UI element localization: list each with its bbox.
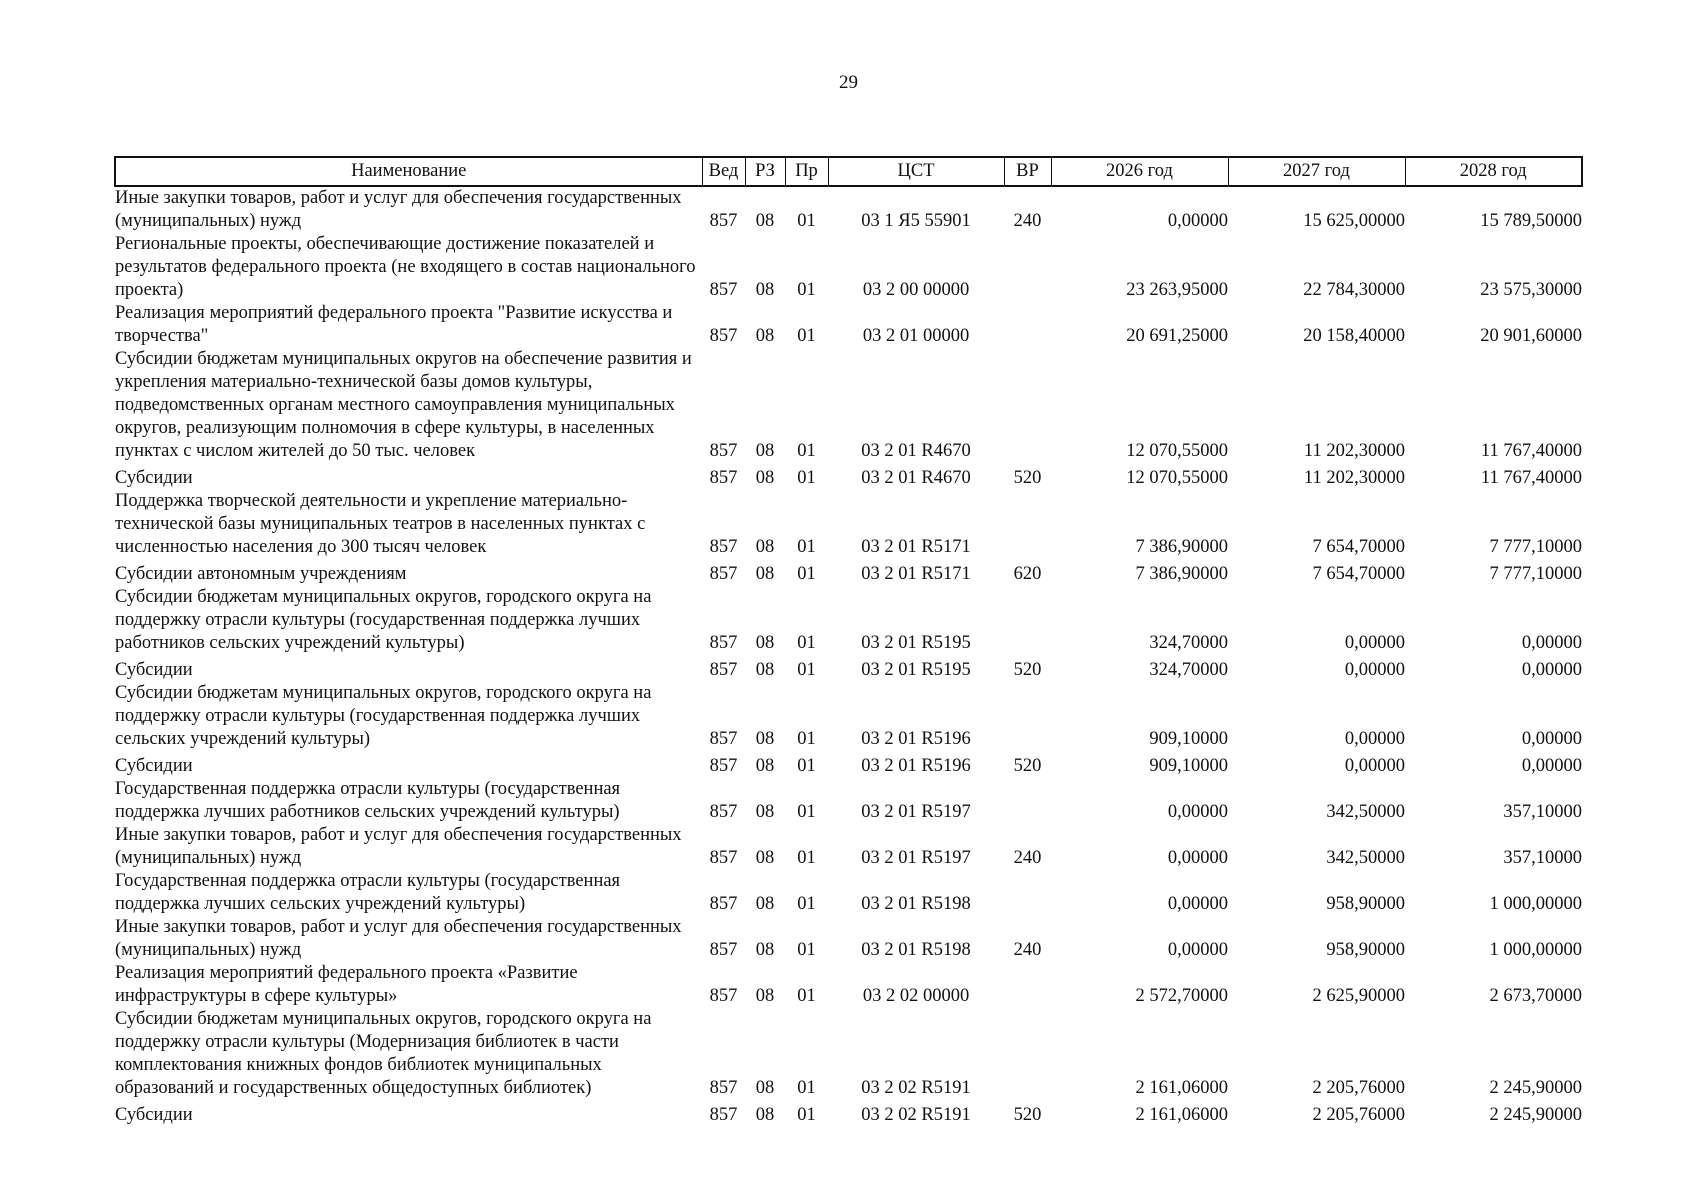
row-amount-2028: 0,00000: [1521, 756, 1582, 776]
table-row: [115, 916, 1582, 962]
row-amount-2028: 15 789,50000: [1480, 211, 1582, 231]
row-ved: 857: [709, 940, 738, 960]
row-amount-2027: 958,90000: [1326, 894, 1405, 914]
budget-table: [114, 156, 1583, 1127]
row-amount-2028: 2 673,70000: [1489, 986, 1582, 1006]
row-amount-2027: 15 625,00000: [1303, 211, 1405, 231]
table-row: [115, 348, 1582, 463]
row-vr: 520: [1013, 660, 1042, 680]
row-name: Субсидии: [115, 468, 193, 488]
row-vr: 520: [1013, 1105, 1042, 1125]
row-amount-2026: 23 263,95000: [1126, 280, 1228, 300]
row-ved: 857: [709, 1105, 738, 1125]
row-amount-2026: 2 161,06000: [1135, 1105, 1228, 1125]
row-pr: 01: [797, 441, 816, 461]
row-vr: 620: [1013, 564, 1042, 584]
row-pr: 01: [797, 986, 816, 1006]
row-rz: 08: [755, 1105, 775, 1125]
row-rz: 08: [755, 280, 775, 300]
row-pr: 01: [797, 564, 816, 584]
row-amount-2027: 0,00000: [1344, 660, 1405, 680]
table-row: [115, 302, 1582, 348]
header-vr: ВР: [1004, 157, 1051, 186]
row-rz: 08: [755, 802, 775, 822]
table-header-row: [115, 157, 1582, 186]
table-row: [115, 870, 1582, 916]
row-ved: 857: [709, 802, 738, 822]
row-cst: 03 2 01 R5171: [861, 564, 971, 584]
row-name: Реализация мероприятий федерального проекта «Развитие инфраструктуры в сфере культуры»: [115, 963, 578, 1006]
row-name: Иные закупки товаров, работ и услуг для обеспечения государственных (муниципальных) нужд: [115, 188, 682, 231]
row-amount-2026: 20 691,25000: [1126, 326, 1228, 346]
row-cst: 03 2 01 R5197: [861, 848, 971, 868]
table-row: [115, 1008, 1582, 1100]
page-number: 29: [839, 72, 858, 93]
row-pr: 01: [797, 211, 816, 231]
row-amount-2028: 0,00000: [1521, 729, 1582, 749]
row-ved: 857: [709, 986, 738, 1006]
row-amount-2027: 2 205,76000: [1312, 1105, 1405, 1125]
row-pr: 01: [797, 660, 816, 680]
row-vr: [1004, 348, 1051, 463]
header-pr: Пр: [785, 157, 828, 186]
row-rz: 08: [755, 848, 775, 868]
header-2028: 2028 год: [1405, 157, 1582, 186]
row-rz: 08: [755, 564, 775, 584]
row-name: Субсидии бюджетам муниципальных округов, городского округа на поддержку отрасли культуры (государственная поддержка лучших сельских учреждений культуры): [115, 683, 652, 749]
row-vr: [1004, 586, 1051, 655]
row-cst: 03 2 02 00000: [862, 986, 970, 1006]
row-amount-2027: 11 202,30000: [1303, 441, 1405, 461]
row-name: Реализация мероприятий федерального проекта "Развитие искусства и творчества": [115, 303, 673, 346]
row-pr: 01: [797, 894, 816, 914]
row-amount-2028: 23 575,30000: [1480, 280, 1582, 300]
row-rz: 08: [755, 986, 775, 1006]
row-rz: 08: [755, 468, 775, 488]
row-pr: 01: [797, 326, 816, 346]
table-row: [115, 1100, 1582, 1127]
row-ved: 857: [709, 564, 738, 584]
row-amount-2026: 2 572,70000: [1135, 986, 1228, 1006]
header-2027: 2027 год: [1228, 157, 1405, 186]
row-rz: 08: [755, 1078, 775, 1098]
row-amount-2026: 324,70000: [1149, 660, 1228, 680]
row-pr: 01: [797, 633, 816, 653]
table-row: [115, 490, 1582, 559]
table-body: [115, 186, 1582, 1127]
row-ved: 857: [709, 211, 738, 231]
row-name: Субсидии бюджетам муниципальных округов, городского округа на поддержку отрасли культуры (государственная поддержка лучших работников сельских учреждений культуры): [115, 587, 652, 653]
row-pr: 01: [797, 729, 816, 749]
row-rz: 08: [755, 211, 775, 231]
row-amount-2027: 20 158,40000: [1303, 326, 1405, 346]
header-2026: 2026 год: [1051, 157, 1228, 186]
row-cst: 03 2 01 R5198: [861, 940, 971, 960]
row-amount-2026: 0,00000: [1167, 940, 1228, 960]
row-ved: 857: [709, 441, 738, 461]
row-vr: [1004, 302, 1051, 348]
row-ved: 857: [709, 633, 738, 653]
row-amount-2026: 909,10000: [1149, 756, 1228, 776]
row-pr: 01: [797, 802, 816, 822]
row-ved: 857: [709, 894, 738, 914]
row-rz: 08: [755, 326, 775, 346]
table-row: [115, 559, 1582, 586]
row-amount-2027: 22 784,30000: [1303, 280, 1405, 300]
row-amount-2027: 0,00000: [1344, 633, 1405, 653]
row-vr: 240: [1013, 848, 1042, 868]
row-cst: 03 2 01 R5195: [861, 633, 971, 653]
row-vr: 520: [1013, 468, 1042, 488]
table-row: [115, 655, 1582, 682]
row-amount-2026: 0,00000: [1167, 802, 1228, 822]
row-amount-2027: 11 202,30000: [1303, 468, 1405, 488]
row-cst: 03 2 00 00000: [862, 280, 970, 300]
row-amount-2026: 0,00000: [1167, 894, 1228, 914]
row-name: Субсидии бюджетам муниципальных округов, городского округа на поддержку отрасли культуры (Модернизация библиотек в части комплектования книжных фондов библиотек муниципальных образований и государственных общедоступных библиотек): [115, 1009, 652, 1098]
header-ved: Вед: [702, 157, 745, 186]
row-amount-2026: 12 070,55000: [1126, 441, 1228, 461]
row-vr: [1004, 962, 1051, 1008]
row-amount-2026: 7 386,90000: [1135, 537, 1228, 557]
row-cst: 03 2 01 R5171: [861, 537, 971, 557]
row-amount-2028: 11 767,40000: [1480, 468, 1582, 488]
row-amount-2027: 958,90000: [1326, 940, 1405, 960]
row-ved: 857: [709, 729, 738, 749]
row-ved: 857: [709, 1078, 738, 1098]
row-cst: 03 2 01 R4670: [861, 468, 971, 488]
row-amount-2026: 7 386,90000: [1135, 564, 1228, 584]
row-vr: [1004, 778, 1051, 824]
table-row: [115, 186, 1582, 233]
row-rz: 08: [755, 729, 775, 749]
header-cst: ЦСТ: [828, 157, 1004, 186]
row-vr: [1004, 233, 1051, 302]
row-cst: 03 2 01 R5196: [861, 729, 971, 749]
row-vr: 240: [1013, 940, 1042, 960]
row-pr: 01: [797, 1105, 816, 1125]
table-row: [115, 463, 1582, 490]
row-amount-2026: 909,10000: [1149, 729, 1228, 749]
row-amount-2027: 0,00000: [1344, 729, 1405, 749]
row-name: Иные закупки товаров, работ и услуг для обеспечения государственных (муниципальных) нужд: [115, 825, 682, 868]
row-amount-2026: 0,00000: [1167, 848, 1228, 868]
row-cst: 03 2 01 R5198: [861, 894, 971, 914]
row-amount-2027: 2 205,76000: [1312, 1078, 1405, 1098]
row-pr: 01: [797, 537, 816, 557]
table-row: [115, 233, 1582, 302]
row-rz: 08: [755, 441, 775, 461]
row-amount-2028: 2 245,90000: [1489, 1105, 1582, 1125]
row-cst: 03 2 01 R4670: [861, 441, 971, 461]
row-amount-2026: 2 161,06000: [1135, 1078, 1228, 1098]
row-cst: 03 2 01 R5196: [861, 756, 971, 776]
row-vr: [1004, 870, 1051, 916]
row-ved: 857: [709, 848, 738, 868]
row-name: Субсидии: [115, 1105, 193, 1125]
row-ved: 857: [709, 537, 738, 557]
row-amount-2028: 1 000,00000: [1489, 894, 1582, 914]
row-amount-2026: 0,00000: [1167, 211, 1228, 231]
row-ved: 857: [709, 468, 738, 488]
row-cst: 03 2 01 R5197: [861, 802, 971, 822]
row-amount-2028: 7 777,10000: [1489, 537, 1582, 557]
row-ved: 857: [709, 660, 738, 680]
row-pr: 01: [797, 468, 816, 488]
row-cst: 03 1 Я5 55901: [861, 211, 971, 231]
row-rz: 08: [755, 940, 775, 960]
row-amount-2028: 7 777,10000: [1489, 564, 1582, 584]
row-cst: 03 2 02 R5191: [861, 1078, 971, 1098]
row-name: Субсидии автономным учреждениям: [115, 564, 407, 584]
row-pr: 01: [797, 756, 816, 776]
row-amount-2027: 2 625,90000: [1312, 986, 1405, 1006]
table-row: [115, 778, 1582, 824]
row-ved: 857: [709, 326, 738, 346]
row-amount-2026: 12 070,55000: [1126, 468, 1228, 488]
row-amount-2027: 7 654,70000: [1312, 537, 1405, 557]
row-rz: 08: [755, 537, 775, 557]
row-vr: [1004, 490, 1051, 559]
row-amount-2027: 342,50000: [1326, 848, 1405, 868]
row-cst: 03 2 01 00000: [862, 326, 970, 346]
row-amount-2027: 342,50000: [1326, 802, 1405, 822]
row-name: Поддержка творческой деятельности и укрепление материально-технической базы муниципальных театров в населенных пунктах с численностью населения до 300 тысяч человек: [115, 491, 646, 557]
row-amount-2028: 357,10000: [1503, 848, 1582, 868]
row-amount-2028: 11 767,40000: [1480, 441, 1582, 461]
row-amount-2028: 2 245,90000: [1489, 1078, 1582, 1098]
header-name: Наименование: [115, 157, 702, 186]
row-vr: 240: [1013, 211, 1042, 231]
row-amount-2028: 357,10000: [1503, 802, 1582, 822]
row-name: Иные закупки товаров, работ и услуг для обеспечения государственных (муниципальных) нужд: [115, 917, 682, 960]
row-name: Субсидии: [115, 660, 193, 680]
table-row: [115, 824, 1582, 870]
row-rz: 08: [755, 660, 775, 680]
row-ved: 857: [709, 756, 738, 776]
row-amount-2028: 0,00000: [1521, 633, 1582, 653]
header-rz: РЗ: [745, 157, 785, 186]
row-rz: 08: [755, 756, 775, 776]
row-name: Региональные проекты, обеспечивающие достижение показателей и результатов федерального проекта (не входящего в состав национального проекта): [115, 234, 696, 300]
row-vr: 520: [1013, 756, 1042, 776]
row-name: Государственная поддержка отрасли культуры (государственная поддержка лучших работников сельских учреждений культуры): [115, 779, 621, 822]
row-name: Субсидии: [115, 756, 193, 776]
row-name: Государственная поддержка отрасли культуры (государственная поддержка лучших сельских учреждений культуры): [115, 871, 621, 914]
row-cst: 03 2 02 R5191: [861, 1105, 971, 1125]
row-pr: 01: [797, 940, 816, 960]
table-row: [115, 682, 1582, 751]
row-amount-2028: 1 000,00000: [1489, 940, 1582, 960]
row-pr: 01: [797, 280, 816, 300]
row-vr: [1004, 1008, 1051, 1100]
row-amount-2027: 7 654,70000: [1312, 564, 1405, 584]
row-ved: 857: [709, 280, 738, 300]
row-amount-2026: 324,70000: [1149, 633, 1228, 653]
row-pr: 01: [797, 848, 816, 868]
table-row: [115, 586, 1582, 655]
row-amount-2028: 20 901,60000: [1480, 326, 1582, 346]
row-rz: 08: [755, 633, 775, 653]
table-row: [115, 962, 1582, 1008]
row-vr: [1004, 682, 1051, 751]
row-rz: 08: [755, 894, 775, 914]
row-pr: 01: [797, 1078, 816, 1098]
row-name: Субсидии бюджетам муниципальных округов на обеспечение развития и укрепления материально-технической базы домов культуры, подведомственных органам местного самоуправления муниципальных округов, реализующим полномочия в сфере культуры, в населенных пунктах с числом жителей до 50 тыс. человек: [115, 349, 692, 461]
row-amount-2027: 0,00000: [1344, 756, 1405, 776]
table-row: [115, 751, 1582, 778]
row-cst: 03 2 01 R5195: [861, 660, 971, 680]
row-amount-2028: 0,00000: [1521, 660, 1582, 680]
